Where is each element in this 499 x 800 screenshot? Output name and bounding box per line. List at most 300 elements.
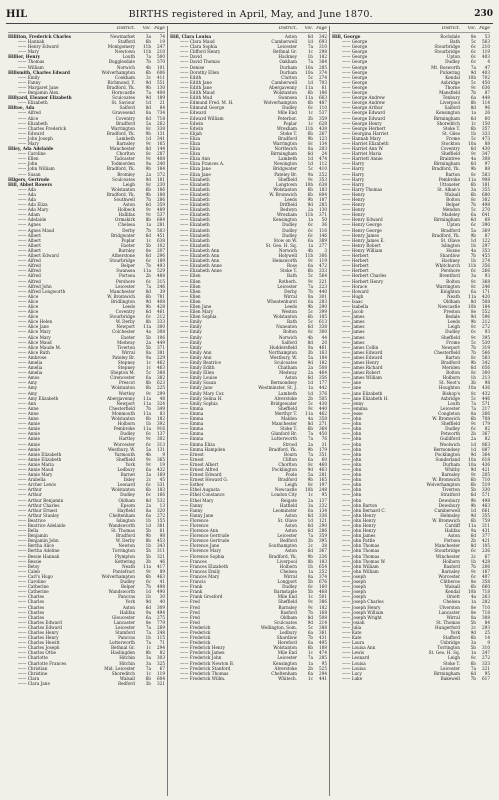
entry-name: —— Emily [18,74,40,80]
entry-name: —— David Thomas [180,59,220,65]
entry-volume: 1d [307,380,313,386]
entry-district: Sculcoates [274,619,297,625]
entry-name: —— John [342,426,362,432]
entry-district: W. Bromwich [107,293,135,299]
entry-page: 500 [157,54,165,60]
entry-page: 571 [482,400,490,406]
entry-volume: 9c [470,568,476,574]
entry-volume: 9d [470,69,476,75]
entry-district: Stow on W. [273,237,297,243]
entry-district: Westbury, W. [269,354,297,360]
entry-volume: 9b [307,197,313,202]
entry-volume: 3b [470,380,476,386]
entry-page: 636 [482,84,490,90]
entry-name: —— Emily Ann [180,354,212,360]
entry-volume: 7b [145,405,151,411]
entry-name: —— James [342,319,365,325]
entry-name: —— Eliza Ann [180,156,210,162]
entry-district: Sculcoates [112,176,135,182]
entry-name: —— Agnes Maud [18,227,55,233]
entry-page: 356 [482,263,490,269]
entry-volume: 6a [307,640,313,646]
entry-name: —— Eliza Jane [180,166,211,172]
entry-name: —— Frederick Willm. [180,675,226,681]
entry-district: Leigh [448,324,460,330]
entry-volume: 3b [145,680,151,686]
entry-page: 308 [482,156,490,162]
entry-volume: 6d [307,512,313,518]
entry-volume: 5b [307,589,313,595]
entry-name: —— Henry [342,212,365,218]
entry-volume: 6c [145,431,151,437]
entry-volume: 6d [307,151,313,157]
entry-page: 508 [482,298,490,304]
entry-volume: 6b [307,645,313,651]
entry-page: 252 [319,568,327,574]
entry-page: 408 [157,156,165,162]
entry-volume: 6c [470,573,476,579]
entry-page: 333 [319,268,327,274]
entry-page: 277 [319,242,327,248]
entry-district: Ilsley [123,477,135,483]
entry-district: Bradford [277,135,297,141]
entry-volume: 8c [307,140,313,146]
entry-name: —— John Henry [342,517,376,523]
entry-name: —— Albert [18,237,41,243]
entry-name: —— Frederick Thomas [180,670,229,676]
entry-name: —— John [342,466,362,472]
entry-name: —— Alfred [18,273,41,279]
entry-volume: 8a [145,349,151,355]
entry-district: Stamford [115,629,135,635]
entry-volume: 11a [143,563,151,569]
entry-district: Barnsley [116,140,135,146]
entry-volume: 6a [145,512,151,518]
entry-list [170,34,327,681]
entry-district: Plympton [114,553,135,559]
entry-volume: 7b [470,344,476,350]
entry-district: Wolverhampton [101,573,135,579]
entry-page: 207 [157,247,165,253]
entry-name: —— Adelaide [18,217,47,223]
entry-name: —— Caroline [18,151,46,157]
column-header-district: District. [441,26,460,31]
entry-name: —— Amos [18,375,40,381]
entry-volume: 2b [307,395,313,401]
entry-name: —— Harriet Elizabeth [342,140,389,146]
entry-district: Cheltenham [271,670,297,676]
entry-volume: 6d [307,528,313,534]
entry-page: 48 [159,395,165,401]
entry-page: 693 [319,39,327,45]
entry-district: Alverstoke [274,395,297,401]
entry-volume: 7b [470,253,476,259]
entry-page: 88 [484,166,490,172]
entry-page: 298 [319,49,327,55]
entry-district: Bethnal Gr. [110,645,135,651]
entry-name: —— Ernest Albert [180,461,219,467]
entry-volume: 2c [470,553,476,559]
entry-name: —— George Andrew [342,95,386,101]
entry-district: Aston [122,604,135,610]
entry-district: Coventry [440,146,460,152]
entry-page: 446 [482,395,490,401]
entry-volume: 11b [142,44,151,50]
entry-district: Bradford, Yk. [268,446,297,452]
entry-page: 214 [319,619,327,625]
entry-page: 197 [319,482,327,488]
entry-page: 372 [157,171,165,177]
entry-name: —— Anne [18,405,39,411]
entry-volume: 9d [145,176,151,182]
entry-volume: 8c [470,390,476,396]
entry-district: Aston [284,34,297,39]
entry-district: Dudley [120,492,135,498]
entry-district: Stafford [117,39,135,45]
entry-name: —— Mary [18,49,39,55]
entry-district: Leicester [277,283,297,289]
entry-district: Wirral [446,614,460,620]
column-header [170,26,327,33]
entry-page: 309 [157,604,165,610]
entry-name: —— Arthur Benjamin [18,497,64,503]
entry-district: Leicester [440,405,460,411]
entry-page: 552 [482,309,490,315]
entry-name: —— Alfred [18,278,41,284]
entry-district: Sunderland [435,456,460,462]
entry-name: —— John [342,421,362,427]
entry-district: Braintree [439,156,460,162]
entry-district: Worcester [113,441,135,447]
entry-name: —— Ellen [180,278,201,284]
entry-district: Sheffield [441,334,460,340]
entry-volume: 7a [307,59,313,65]
entry-page: 410 [319,166,327,172]
entry-district: Bradford, Yk. [268,553,297,559]
entry-name: —— Harry [342,176,365,182]
entry-name: —— Emma [180,416,204,422]
entry-district: Kensington [436,110,460,116]
entry-volume: 9b [145,191,151,197]
entry-page: 302 [482,197,490,202]
entry-name: —— Benjamin Alex. [18,90,60,96]
entry-name: —— Jemima [342,405,368,411]
entry-volume: 8d [307,614,313,620]
entry-volume: 6c [145,441,151,447]
entry-page: 182 [319,54,327,60]
entry-page: 908 [482,176,490,182]
entry-name: —— Harriet Maria [342,151,382,157]
entry-volume: 8e [470,34,476,39]
entry-volume: 7b [145,263,151,269]
entry-district: Burnley [118,247,135,253]
entry-district: Leicester [277,44,297,50]
entry-district: Stepney [117,360,135,365]
entry-volume: 6d [470,161,476,167]
entry-page: 283 [319,298,327,304]
entry-page: 463 [157,365,165,371]
entry-name: —— Emma Hampden [180,446,226,452]
entry-district: Dudley [282,232,297,238]
entry-district: Frome [446,135,460,141]
entry-name: —— Ethel Constance [180,492,225,498]
entry-district: Leeds [447,319,460,325]
entry-page: 252 [319,171,327,177]
entry-volume: 4a [470,247,476,253]
entry-volume: 3a [470,186,476,192]
entry-name: —— Emily Sophia [180,400,218,406]
entry-volume: 8c [470,354,476,360]
entry-page: 529 [157,268,165,274]
entry-page: 293 [482,624,490,630]
entry-page: 67 [159,665,165,671]
entry-district: Birmingham [433,670,460,676]
entry-page: 315 [157,278,165,284]
entry-volume: 8c [470,283,476,289]
entry-district: Whitchurch [435,263,460,269]
entry-name: —— Ellen [180,273,201,279]
entry-district: Dudley [282,222,297,228]
entry-page: 310 [319,44,327,50]
entry-district: Walsall [444,191,460,197]
entry-volume: 9b [470,360,476,365]
entry-name: —— Florence [180,523,209,528]
entry-page: 74 [159,34,165,39]
entry-name: —— John Thomas [342,548,380,554]
entry-name: —— Alfred John [18,283,52,289]
entry-name: —— Esther [180,482,204,488]
entry-name: —— Clifford Henry [180,49,221,55]
entry-name: —— Ada [18,197,36,202]
entry-name: —— James William [342,375,382,381]
entry-name: —— Dorothy Ellen [180,69,220,75]
entry-name: —— Frank [180,589,203,595]
entry-name: —— Ernest Edward [180,472,222,478]
entry-district: Kendal [445,74,460,80]
entry-name: Hillsmith, Charles Edward [8,69,70,75]
entry-name: —— Alice Ruth [18,349,50,355]
entry-name: —— Jenny [342,400,364,406]
entry-page: 676 [319,579,327,585]
entry-district: Pocklington [434,451,460,457]
entry-page: 473 [482,135,490,141]
entry-district: Wolverhampton [101,69,135,75]
entry-list [8,34,165,686]
entry-volume: 11a [305,95,313,101]
entry-volume: 6a [470,288,476,294]
entry-volume: 1d [307,39,313,45]
entry-volume: 6a [145,614,151,620]
entry-volume: 6c [307,222,313,228]
entry-page: 189 [157,258,165,264]
entry-district: Ormskirk [115,217,135,223]
entry-district: Stoke T. [443,125,460,131]
entry-page: 61 [159,528,165,534]
entry-volume: 8c [307,329,313,335]
entry-page: 286 [319,528,327,534]
entry-volume: 6a [307,629,313,635]
entry-page: 718 [482,609,490,615]
entry-district: Warrington [110,125,135,131]
entry-volume: 4b [145,451,151,457]
entry-page: 183 [157,487,165,493]
entry-volume: 5a [145,446,151,452]
entry-volume: 2c [470,624,476,630]
column-header-page: Page [316,26,327,31]
entry-volume: 1d [307,79,313,85]
entry-name: —— Horace [342,283,368,289]
entry-name: —— Alice [18,309,39,315]
entry-volume: 5b [145,334,151,340]
entry-page: 236 [319,553,327,559]
entry-district: Newcastle [437,303,460,309]
entry-name: —— Elizabeth [180,242,210,248]
entry-district: York [125,599,135,605]
entry-page: 184 [482,303,490,309]
entry-name: —— Henry George [342,222,382,228]
entry-name: —— John [342,446,362,452]
entry-page: 498 [482,497,490,503]
register-entry [332,676,490,681]
entry-volume: 1b [145,635,151,641]
entry-volume: 8d [470,543,476,549]
entry-page: 205 [482,472,490,478]
entry-name: —— Herbert Charles [342,273,387,279]
entry-volume: 1b [470,258,476,264]
entry-volume: 7a [470,405,476,411]
entry-volume: 8c [145,125,151,131]
entry-name: —— Fred [180,604,200,610]
entry-page: 325 [157,660,165,666]
entry-volume: 5b [470,619,476,625]
entry-district: Congleton [438,410,460,416]
entry-page: 286 [157,197,165,202]
entry-page: 311 [482,523,490,528]
entry-name: —— George [342,84,368,90]
entry-volume: 6d [145,253,151,259]
entry-name: —— Caroline [18,579,46,585]
entry-page: 166 [157,492,165,498]
entry-page: 663 [319,95,327,101]
entry-page: 450 [482,79,490,85]
entry-page: 160 [319,584,327,590]
entry-volume: 9a [145,161,151,167]
entry-volume: 1c [145,237,151,243]
entry-name: —— John William [342,568,379,574]
entry-page: 165 [319,477,327,483]
entry-volume: 1b [470,242,476,248]
entry-volume: 9c [307,599,313,605]
entry-district: Kensington [273,217,297,223]
entry-volume: 10a [305,64,313,70]
entry-page: 39 [159,288,165,294]
entry-district: Shoreditch [111,670,135,676]
entry-name: —— Ernest [180,456,204,462]
entry-volume: 5b [145,344,151,350]
entry-district: Wolverhampton [426,482,460,488]
entry-name: —— Ellen [180,283,201,289]
entry-page: 489 [157,207,165,213]
entry-page: 46 [159,558,165,564]
entry-volume: 10a [468,456,476,462]
entry-name: —— Elizabeth [180,176,210,182]
entry-volume: 5b [145,548,151,554]
entry-district: Liverpool [439,100,460,106]
entry-district: Barnsley [441,568,460,574]
entry-page: 82 [484,426,490,432]
entry-volume: 9a [307,171,313,177]
entry-name: —— Ellen Mary [180,309,214,315]
entry-district: Whitby [444,466,460,472]
entry-page: 274 [482,258,490,264]
entry-page: 343 [157,543,165,549]
entry-name: —— Joseph [342,594,366,600]
entry-page: 308 [482,614,490,620]
entry-page: 508 [319,614,327,620]
entry-volume: 6c [145,492,151,498]
entry-district: Reigate [280,497,297,503]
entry-page: 532 [157,497,165,503]
entry-district: Salford [119,105,135,111]
entry-page: 353 [482,247,490,253]
entry-page: 206 [482,563,490,569]
entry-name: —— Catherine [18,589,49,595]
entry-page: 248 [157,629,165,635]
entry-page: 399 [319,309,327,315]
entry-district: Dudley [445,59,460,65]
entry-page: 448 [482,95,490,101]
entry-name: —— Catherine [18,584,49,590]
entry-page: 119 [319,258,327,264]
entry-name: —— Alice Maud [18,339,52,345]
entry-name: —— Emily Susan [180,380,217,386]
entry-volume: 8c [470,171,476,177]
entry-volume: 6b [470,660,476,666]
entry-volume: 1c [307,675,313,681]
entry-name: —— Charles Frederick [18,125,67,131]
entry-page: 181 [157,176,165,182]
entry-page: 455 [482,253,490,259]
entry-district: Pontefract [112,568,135,574]
entry-volume: 8d [307,339,313,345]
entry-district: Stourbridge [434,44,460,50]
entry-district: Leicester [277,533,297,539]
entry-district: Leigh [123,181,135,187]
entry-district: Mt. Bosworth [431,64,460,70]
entry-page: 185 [319,314,327,320]
entry-district: Newport [116,400,135,406]
entry-page: 272 [482,324,490,330]
entry-volume: 9a [307,344,313,350]
entry-page: 384 [319,59,327,65]
entry-name: —— Elizabeth Ann [180,253,220,259]
entry-district: Louth [447,400,460,406]
entry-page: 123 [319,135,327,141]
entry-district: Rochdale [440,34,460,39]
entry-volume: 6a [307,507,313,513]
entry-volume: 8e [470,609,476,615]
entry-page: 105 [482,543,490,549]
entry-page: 661 [482,507,490,513]
entry-name: —— Emily [180,324,202,330]
entry-page: 388 [157,370,165,376]
entry-volume: 6d [470,670,476,676]
entry-name: —— Elizabeth [180,222,210,228]
entry-name: —— Frank Grosford [180,594,223,600]
entry-volume: 9c [307,278,313,284]
entry-name: —— Ada Mary [18,207,49,213]
entry-name: —— Howard [342,288,369,294]
